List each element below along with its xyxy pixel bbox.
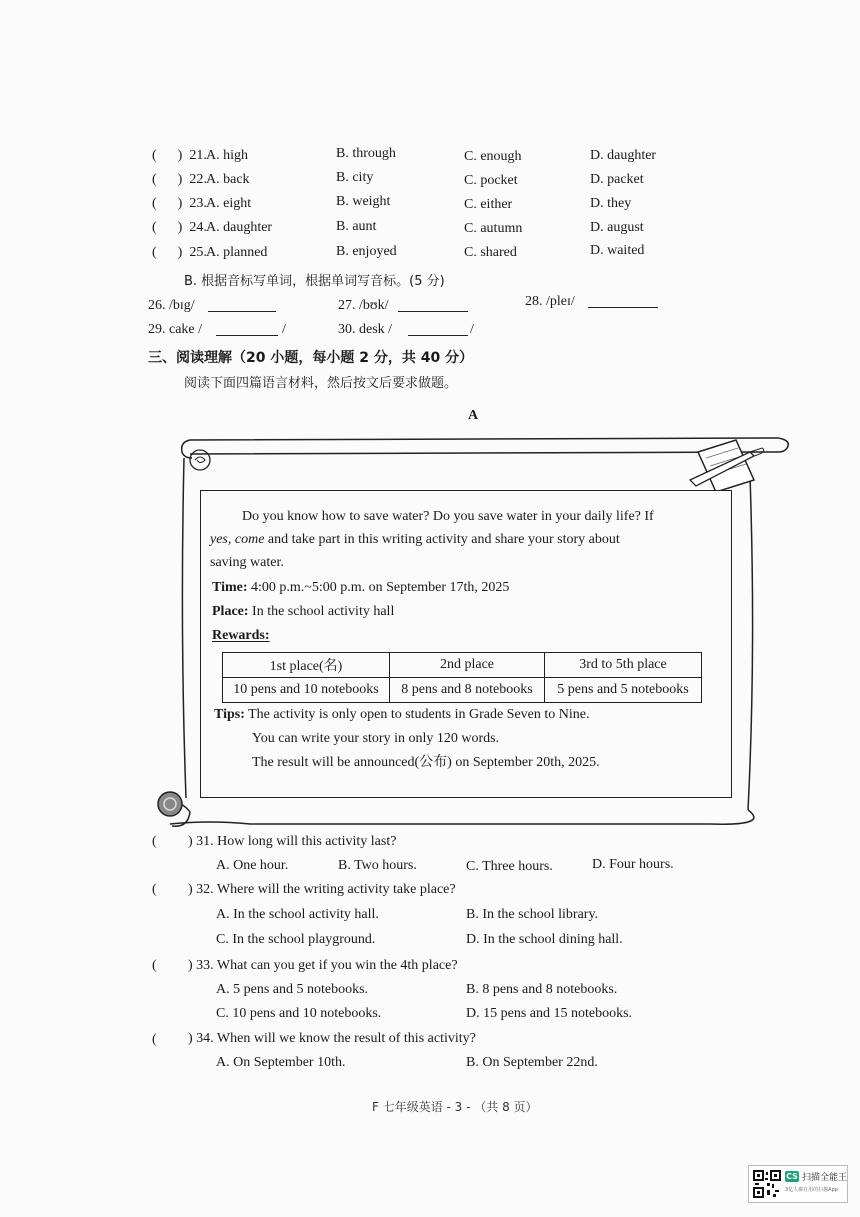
question-number: 24 (189, 220, 204, 235)
question-stem: ) 32. Where will the writing activity take place? (188, 882, 456, 897)
qr-code-icon (753, 1170, 781, 1198)
rewards-header-row (223, 653, 702, 678)
paper-pen-icon (690, 440, 764, 492)
option-b: B. through (336, 146, 396, 161)
q30-blank[interactable] (408, 323, 468, 336)
option-d: D. Four hours. (592, 857, 674, 872)
option-d: D. daughter (590, 148, 657, 163)
reward-header-cell: 3rd to 5th place (545, 653, 702, 678)
brand-subtitle: 3亿人都在用的扫描App (785, 1187, 838, 1193)
option-a: A. high (206, 148, 248, 163)
tip-1: The activity is only open to students in Grade Seven to Nine. (244, 707, 590, 722)
notice-intro-emphasis: yes, come (210, 532, 265, 547)
option-c: C. shared (464, 245, 517, 260)
rewards-value-row (223, 678, 702, 703)
brand-name: 扫描全能王 (802, 1173, 848, 1183)
option-a: A. One hour. (216, 858, 289, 873)
question-stem: ) 31. How long will this activity last? (188, 834, 397, 849)
answer-paren[interactable]: ( ) (152, 196, 183, 211)
brand-logo: CS (786, 1172, 798, 1181)
question-number: 25 (189, 245, 204, 260)
answer-paren[interactable]: ( ) (152, 148, 183, 163)
question-number: 22 (189, 172, 204, 187)
reward-value-cell: 8 pens and 8 notebooks (390, 678, 545, 703)
q29-slash: / (282, 322, 286, 337)
page-footer: F 七年级英语 - 3 - （共 8 页） (372, 1100, 538, 1114)
option-c: C. autumn (464, 221, 523, 236)
notice-intro-line1: Do you know how to save water? Do you save water in your daily life? If (242, 509, 654, 524)
option-d: D. In the school dining hall. (466, 932, 623, 947)
option-a: A. back (206, 172, 250, 187)
option-a: A. planned (206, 245, 268, 260)
question-stem: ) 34. When will we know the result of this activity? (188, 1031, 476, 1046)
scanner-watermark (748, 1165, 848, 1203)
notice-intro-line2 (210, 528, 620, 552)
q30-label: 30. desk / (338, 322, 393, 337)
option-b: B. In the school library. (466, 907, 599, 922)
option-a: A. daughter (206, 220, 273, 235)
option-c: C. Three hours. (466, 859, 553, 874)
answer-paren[interactable]: ( ) (152, 245, 183, 260)
option-b: B. weight (336, 194, 391, 209)
time-value: 4:00 p.m.~5:00 p.m. on September 17th, 2025 (247, 580, 510, 595)
notice-intro-line3: saving water. (210, 555, 284, 570)
tips-label: Tips: (214, 707, 245, 722)
option-d: D. packet (590, 172, 644, 187)
notice-place (212, 600, 394, 624)
question-row: ( ) 24. (152, 220, 207, 235)
option-a: A. eight (206, 196, 252, 211)
q29-blank[interactable] (216, 323, 278, 336)
passage-letter: A (468, 408, 479, 423)
q26-label: 26. /bɪg/ (148, 298, 195, 313)
notice-tips (214, 703, 590, 727)
option-d: D. 15 pens and 15 notebooks. (466, 1006, 633, 1021)
q28-label: 28. /pleɪ/ (525, 294, 575, 309)
question-row: ( ) 21. (152, 148, 207, 163)
time-label: Time: (212, 580, 248, 595)
option-b: B. enjoyed (336, 244, 397, 259)
reward-value-cell: 5 pens and 5 notebooks (545, 678, 702, 703)
option-c: C. In the school playground. (216, 932, 376, 947)
answer-paren[interactable]: ( (152, 1032, 157, 1047)
option-b: B. Two hours. (338, 858, 417, 873)
reward-header-cell: 2nd place (390, 653, 545, 678)
tip-2: You can write your story in only 120 words. (252, 731, 500, 746)
option-a: A. On September 10th. (216, 1055, 346, 1070)
answer-paren[interactable]: ( ) (152, 220, 183, 235)
option-a: A. In the school activity hall. (216, 907, 379, 922)
option-d: D. august (590, 220, 644, 235)
option-d: D. they (590, 196, 632, 211)
place-value: In the school activity hall (248, 604, 395, 619)
question-row: ( ) 22. (152, 172, 207, 187)
question-number: 23 (189, 196, 204, 211)
question-row: ( ) 23. (152, 196, 207, 211)
section-heading: 三、阅读理解（20 小题，每小题 2 分，共 40 分） (148, 350, 474, 366)
option-c: C. 10 pens and 10 notebooks. (216, 1006, 382, 1021)
notice-time (212, 576, 509, 600)
answer-paren[interactable]: ( ) (152, 172, 183, 187)
q30-slash: / (470, 322, 474, 337)
q28-blank[interactable] (588, 295, 658, 308)
answer-paren[interactable]: ( (152, 882, 157, 897)
tip-3: The result will be announced(公布) on September 20th, 2025. (252, 755, 600, 770)
section-instruction: 阅读下面四篇语言材料，然后按文后要求做题。 (184, 376, 458, 391)
notice-intro-line2-rest: and take part in this writing activity and share your story about (264, 532, 620, 547)
reward-value-cell: 10 pens and 10 notebooks (223, 678, 390, 703)
place-label: Place: (212, 604, 249, 619)
q27-label: 27. /bʊk/ (338, 298, 389, 313)
notice-rewards-label: Rewards: (212, 628, 270, 643)
option-b: B. 8 pens and 8 notebooks. (466, 982, 618, 997)
answer-paren[interactable]: ( (152, 958, 157, 973)
option-c: C. pocket (464, 173, 518, 188)
q26-blank[interactable] (208, 299, 276, 312)
scroll-curl-top (190, 450, 210, 470)
scroll-curl-bottom (158, 792, 182, 816)
option-d: D. waited (590, 243, 645, 258)
instruction-b: B. 根据音标写单词，根据单词写音标。(5 分) (184, 274, 445, 289)
question-row: ( ) 25. (152, 245, 207, 260)
q29-label: 29. cake / (148, 322, 203, 337)
option-c: C. either (464, 197, 513, 212)
option-a: A. 5 pens and 5 notebooks. (216, 982, 369, 997)
reward-header-cell: 1st place(名) (223, 653, 390, 678)
option-b: B. On September 22nd. (466, 1055, 598, 1070)
question-number: 21 (189, 148, 204, 163)
q27-blank[interactable] (398, 299, 468, 312)
option-c: C. enough (464, 149, 522, 164)
rewards-table (222, 652, 702, 703)
question-stem: ) 33. What can you get if you win the 4th place? (188, 958, 458, 973)
option-b: B. aunt (336, 219, 377, 234)
answer-paren[interactable]: ( (152, 834, 157, 849)
option-b: B. city (336, 170, 374, 185)
